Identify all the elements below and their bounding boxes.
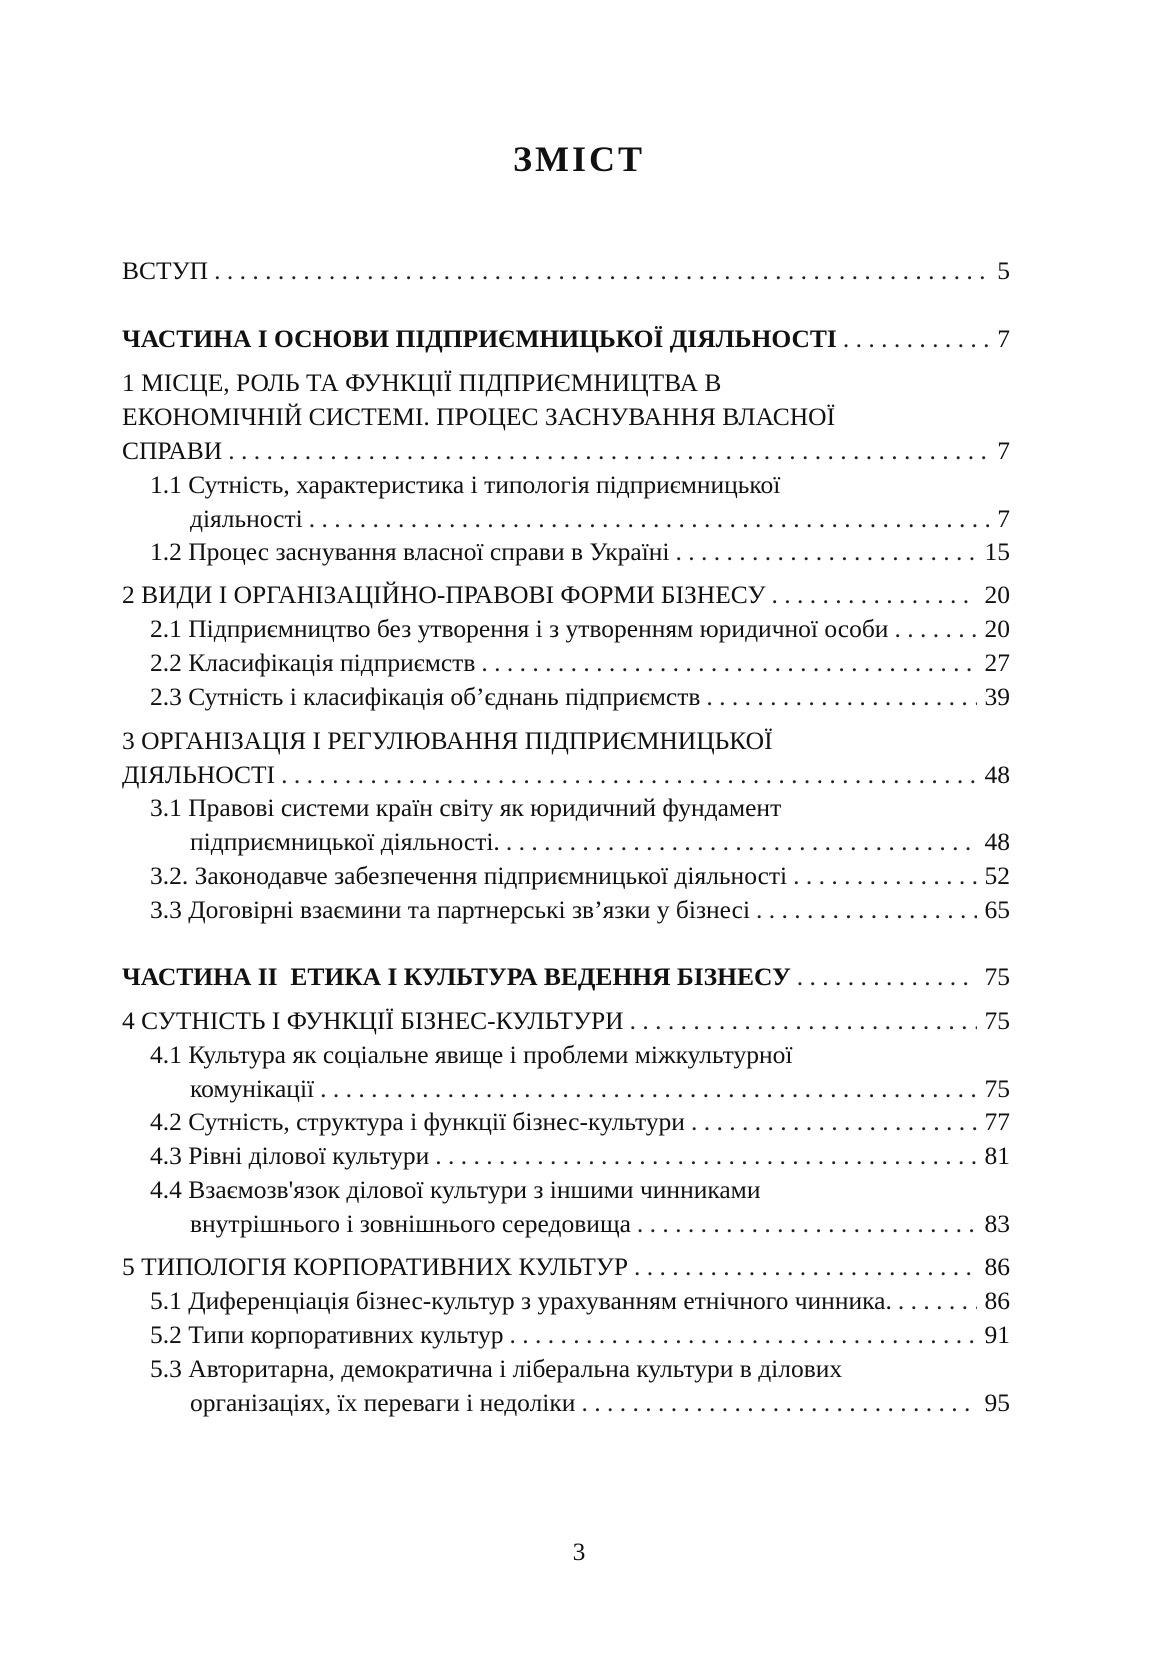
dot-leader	[630, 1004, 977, 1038]
toc-entry-title: 4 СУТНІСТЬ І ФУНКЦІЇ БІЗНЕС-КУЛЬТУРИ	[122, 1006, 624, 1035]
toc-page-number: 52	[984, 861, 1010, 890]
dot-leader	[894, 612, 976, 646]
toc-page-number: 75	[984, 1006, 1010, 1035]
toc-entry-title-line: 4.4 Взаємозв'язок ділової культури з іншими чинниками	[150, 1175, 761, 1204]
dot-leader	[309, 502, 990, 536]
dot-leader	[772, 578, 977, 612]
toc-entry-section-3-2[interactable]	[150, 859, 1010, 893]
page-title: ЗМІСТ	[513, 139, 645, 179]
toc-entry-chapter-5[interactable]	[122, 1250, 1010, 1284]
toc-page-number: 7	[997, 324, 1010, 353]
toc-entry-section-4-4[interactable]	[150, 1173, 1010, 1241]
toc-entry-title-line: ЕКОНОМІЧНІЙ СИСТЕМІ. ПРОЦЕС ЗАСНУВАННЯ ВЛАСНОЇ	[122, 402, 836, 431]
toc-page-number: 20	[984, 580, 1010, 609]
toc-entry-section-1-1[interactable]	[150, 468, 1010, 536]
toc-entry-title-line: підприємницької діяльності.	[190, 827, 500, 856]
dot-leader	[481, 646, 976, 680]
toc-entry-title: 5 ТИПОЛОГІЯ КОРПОРАТИВНИХ КУЛЬТУР	[122, 1252, 629, 1281]
toc-entry-title-line: 4.1 Культура як соціальне явище і проблеми міжкультурної	[150, 1040, 793, 1069]
toc-page-number: 75	[984, 962, 1010, 991]
dot-leader	[581, 1386, 976, 1420]
toc-entry-title: 1.2 Процес заснування власної справи в Україні	[150, 537, 670, 566]
toc-entry-title-line: ДІЯЛЬНОСТІ	[122, 760, 276, 789]
dot-leader	[506, 825, 977, 859]
toc-entry-title: 4.3 Рівні ділової культури	[150, 1141, 430, 1170]
toc-page-number: 27	[984, 648, 1010, 677]
toc-page-number: 86	[984, 1252, 1010, 1281]
dot-leader	[793, 859, 976, 893]
toc-entry-section-5-1[interactable]	[150, 1284, 1010, 1318]
toc-entry-part-1[interactable]	[122, 322, 1010, 356]
toc-entry-title-line: 5.3 Авторитарна, демократична і ліберальна культури в ділових	[150, 1354, 843, 1383]
toc-entry-section-4-3[interactable]	[150, 1139, 1010, 1173]
toc-entry-title: 3.3 Договірні взаємини та партнерські зв’язки у бізнесі	[150, 895, 751, 924]
toc-page-number: 91	[984, 1320, 1010, 1349]
toc-page-number: 75	[984, 1074, 1010, 1103]
toc-entry-title: 2.2 Класифікація підприємств	[150, 648, 476, 677]
toc-entry-chapter-2[interactable]	[122, 578, 1010, 612]
toc-page-number: 5	[997, 256, 1010, 285]
toc-entry-title-line: 3 ОРГАНІЗАЦІЯ І РЕГУЛЮВАННЯ ПІДПРИЄМНИЦЬКОЇ	[122, 726, 773, 755]
toc-entry-section-2-3[interactable]	[150, 680, 1010, 714]
page-number: 3	[572, 1537, 586, 1566]
toc-page-number: 95	[984, 1388, 1010, 1417]
dot-leader	[843, 322, 989, 356]
toc-entry-title-line: СПРАВИ	[122, 436, 223, 465]
toc-entry-part-2[interactable]	[122, 960, 1010, 994]
toc-entry-title-line: комунікації	[190, 1074, 315, 1103]
toc-entry-chapter-4[interactable]	[122, 1004, 1010, 1038]
dot-leader	[797, 960, 977, 994]
toc-entry-section-4-2[interactable]	[150, 1105, 1010, 1139]
toc-entry-title: 5.2 Типи корпоративних культур	[150, 1320, 504, 1349]
toc-entry-section-5-3[interactable]	[150, 1352, 1010, 1420]
dot-leader	[510, 1318, 977, 1352]
toc-entry-title: ВСТУП	[122, 256, 209, 285]
dot-leader	[706, 680, 976, 714]
toc-page-number: 86	[984, 1286, 1010, 1315]
toc-entry-section-4-1[interactable]	[150, 1038, 1010, 1106]
toc-entry-section-5-2[interactable]	[150, 1318, 1010, 1352]
dot-leader	[898, 1284, 977, 1318]
toc-entry-title-line: організаціях, їх переваги і недоліки	[190, 1388, 576, 1417]
dot-leader	[320, 1072, 976, 1106]
toc-entry-title: ЧАСТИНА ІІ ЕТИКА І КУЛЬТУРА ВЕДЕННЯ БІЗНЕСУ	[122, 962, 791, 991]
toc-entry-title: 2 ВИДИ І ОРГАНІЗАЦІЙНО-ПРАВОВІ ФОРМИ БІЗНЕСУ	[122, 580, 766, 609]
toc-entry-title: ЧАСТИНА І ОСНОВИ ПІДПРИЄМНИЦЬКОЇ ДІЯЛЬНОСТІ	[122, 324, 837, 353]
toc-page-number: 48	[984, 760, 1010, 789]
toc-entry-title: 5.1 Диференціація бізнес-культур з урахуванням етнічного чинника.	[150, 1286, 892, 1315]
toc-page-number: 20	[984, 614, 1010, 643]
dot-leader	[637, 1207, 977, 1241]
toc-page-number: 83	[984, 1209, 1010, 1238]
toc-entry-section-3-1[interactable]	[150, 791, 1010, 859]
toc-entry-title: 2.1 Підприємництво без утворення і з утворенням юридичної особи	[150, 614, 889, 643]
dot-leader	[281, 758, 976, 792]
dot-leader	[691, 1105, 977, 1139]
toc-entry-title-line: 1 МІСЦЕ, РОЛЬ ТА ФУНКЦІЇ ПІДПРИЄМНИЦТВА В	[122, 368, 722, 397]
toc-entry-section-3-3[interactable]	[150, 893, 1010, 927]
toc-page-number: 39	[984, 682, 1010, 711]
dot-leader	[634, 1250, 976, 1284]
toc-entry-section-1-2[interactable]	[150, 535, 1010, 569]
toc-entry-title-line: 3.1 Правові системи країн світу як юридичний фундамент	[150, 793, 782, 822]
toc-page-number: 77	[984, 1107, 1010, 1136]
toc-entry-chapter-1[interactable]	[122, 366, 1010, 468]
toc-page-number: 7	[997, 436, 1010, 465]
toc-entry-title: 3.2. Законодавче забезпечення підприємницької діяльності	[150, 861, 788, 890]
toc-page-number: 15	[984, 537, 1010, 566]
toc-page-number: 48	[984, 827, 1010, 856]
toc-entry-chapter-3[interactable]	[122, 724, 1010, 792]
toc-page-number: 7	[997, 504, 1010, 533]
dot-leader	[214, 254, 989, 288]
dot-leader	[676, 535, 977, 569]
toc-entry-section-2-2[interactable]	[150, 646, 1010, 680]
toc-entry-title: 4.2 Сутність, структура і функції бізнес-культури	[150, 1107, 685, 1136]
toc-entry-intro[interactable]	[122, 254, 1010, 288]
toc-page-number: 65	[984, 895, 1010, 924]
dot-leader	[228, 434, 989, 468]
toc-entry-title-line: діяльності	[190, 504, 303, 533]
toc-entry-section-2-1[interactable]	[150, 612, 1010, 646]
toc-entry-title: 2.3 Сутність і класифікація об’єднань підприємств	[150, 682, 701, 711]
toc-entry-title-line: 1.1 Сутність, характеристика і типологія підприємницької	[150, 470, 781, 499]
dot-leader	[435, 1139, 976, 1173]
toc-page-number: 81	[984, 1141, 1010, 1170]
dot-leader	[756, 893, 976, 927]
toc-entry-title-line: внутрішнього і зовнішнього середовища	[190, 1209, 631, 1238]
